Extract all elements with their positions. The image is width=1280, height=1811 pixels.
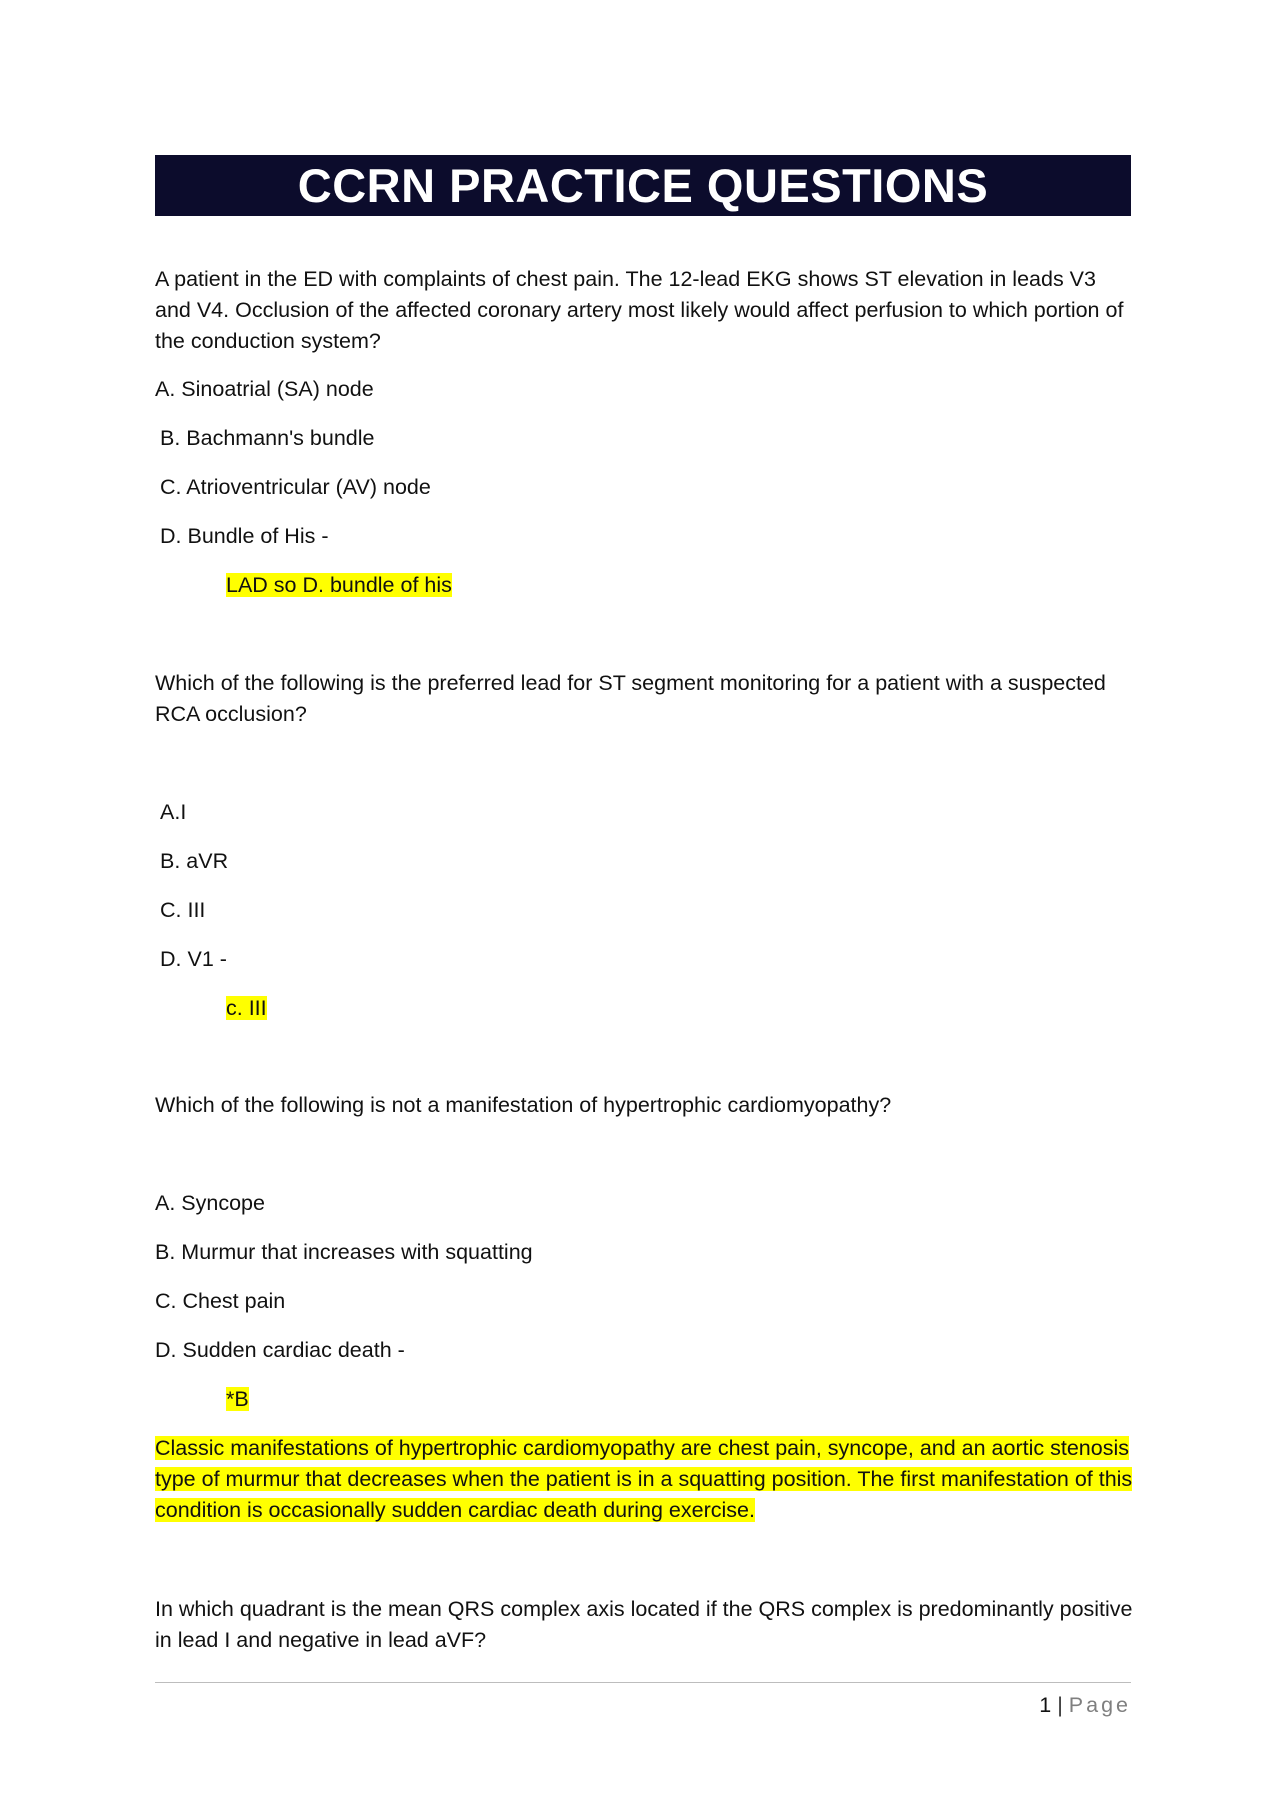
option-c: C. Atrioventricular (AV) node	[160, 475, 431, 499]
option-d: D. Sudden cardiac death -	[155, 1338, 405, 1362]
option-d: D. Bundle of His -	[160, 524, 329, 548]
answer-highlight: c. III	[226, 996, 267, 1020]
option-c: C. III	[160, 898, 206, 922]
option-a: A. Sinoatrial (SA) node	[155, 377, 374, 401]
document-title: CCRN PRACTICE QUESTIONS	[155, 155, 1131, 216]
explanation-highlight: Classic manifestations of hypertrophic cardiomyopathy are chest pain, syncope, and an aortic stenosis type of murmur that decreases when the patient is in a squatting position. The first manifestation of this condition is occasionally sudden cardiac death during exercise.	[155, 1436, 1133, 1522]
option-b: B. aVR	[160, 849, 229, 873]
answer-note	[226, 1384, 249, 1415]
answer-highlight: *B	[226, 1387, 249, 1411]
question-2	[155, 668, 1135, 730]
footer-divider	[155, 1682, 1131, 1683]
question-3	[155, 1090, 1135, 1121]
question-text: In which quadrant is the mean QRS complex axis located if the QRS complex is predominantly positive in lead I and negative in lead aVF?	[155, 1597, 1133, 1652]
answer-highlight: LAD so D. bundle of his	[226, 573, 452, 597]
option-a: A.I	[160, 800, 187, 824]
page-label: Page	[1068, 1693, 1131, 1717]
page-number: 1	[1039, 1693, 1052, 1717]
option-d: D. V1 -	[160, 947, 227, 971]
option-b: B. Bachmann's bundle	[160, 426, 375, 450]
answer-note	[226, 570, 452, 601]
question-text: A patient in the ED with complaints of chest pain. The 12-lead EKG shows ST elevation in leads V3 and V4. Occlusion of the affected coronary artery most likely would affect perfusion to which portion of the conduction system?	[155, 267, 1124, 353]
answer-explanation	[155, 1433, 1135, 1526]
answer-note	[226, 993, 267, 1024]
footer-separator: |	[1057, 1693, 1063, 1717]
option-c: C. Chest pain	[155, 1289, 286, 1313]
question-text: Which of the following is not a manifestation of hypertrophic cardiomyopathy?	[155, 1093, 892, 1117]
page-footer	[1039, 1690, 1131, 1720]
question-text: Which of the following is the preferred lead for ST segment monitoring for a patient with a suspected RCA occlusion?	[155, 671, 1106, 726]
question-1	[155, 264, 1135, 357]
question-4	[155, 1594, 1135, 1656]
option-b: B. Murmur that increases with squatting	[155, 1240, 533, 1264]
option-a: A. Syncope	[155, 1191, 265, 1215]
